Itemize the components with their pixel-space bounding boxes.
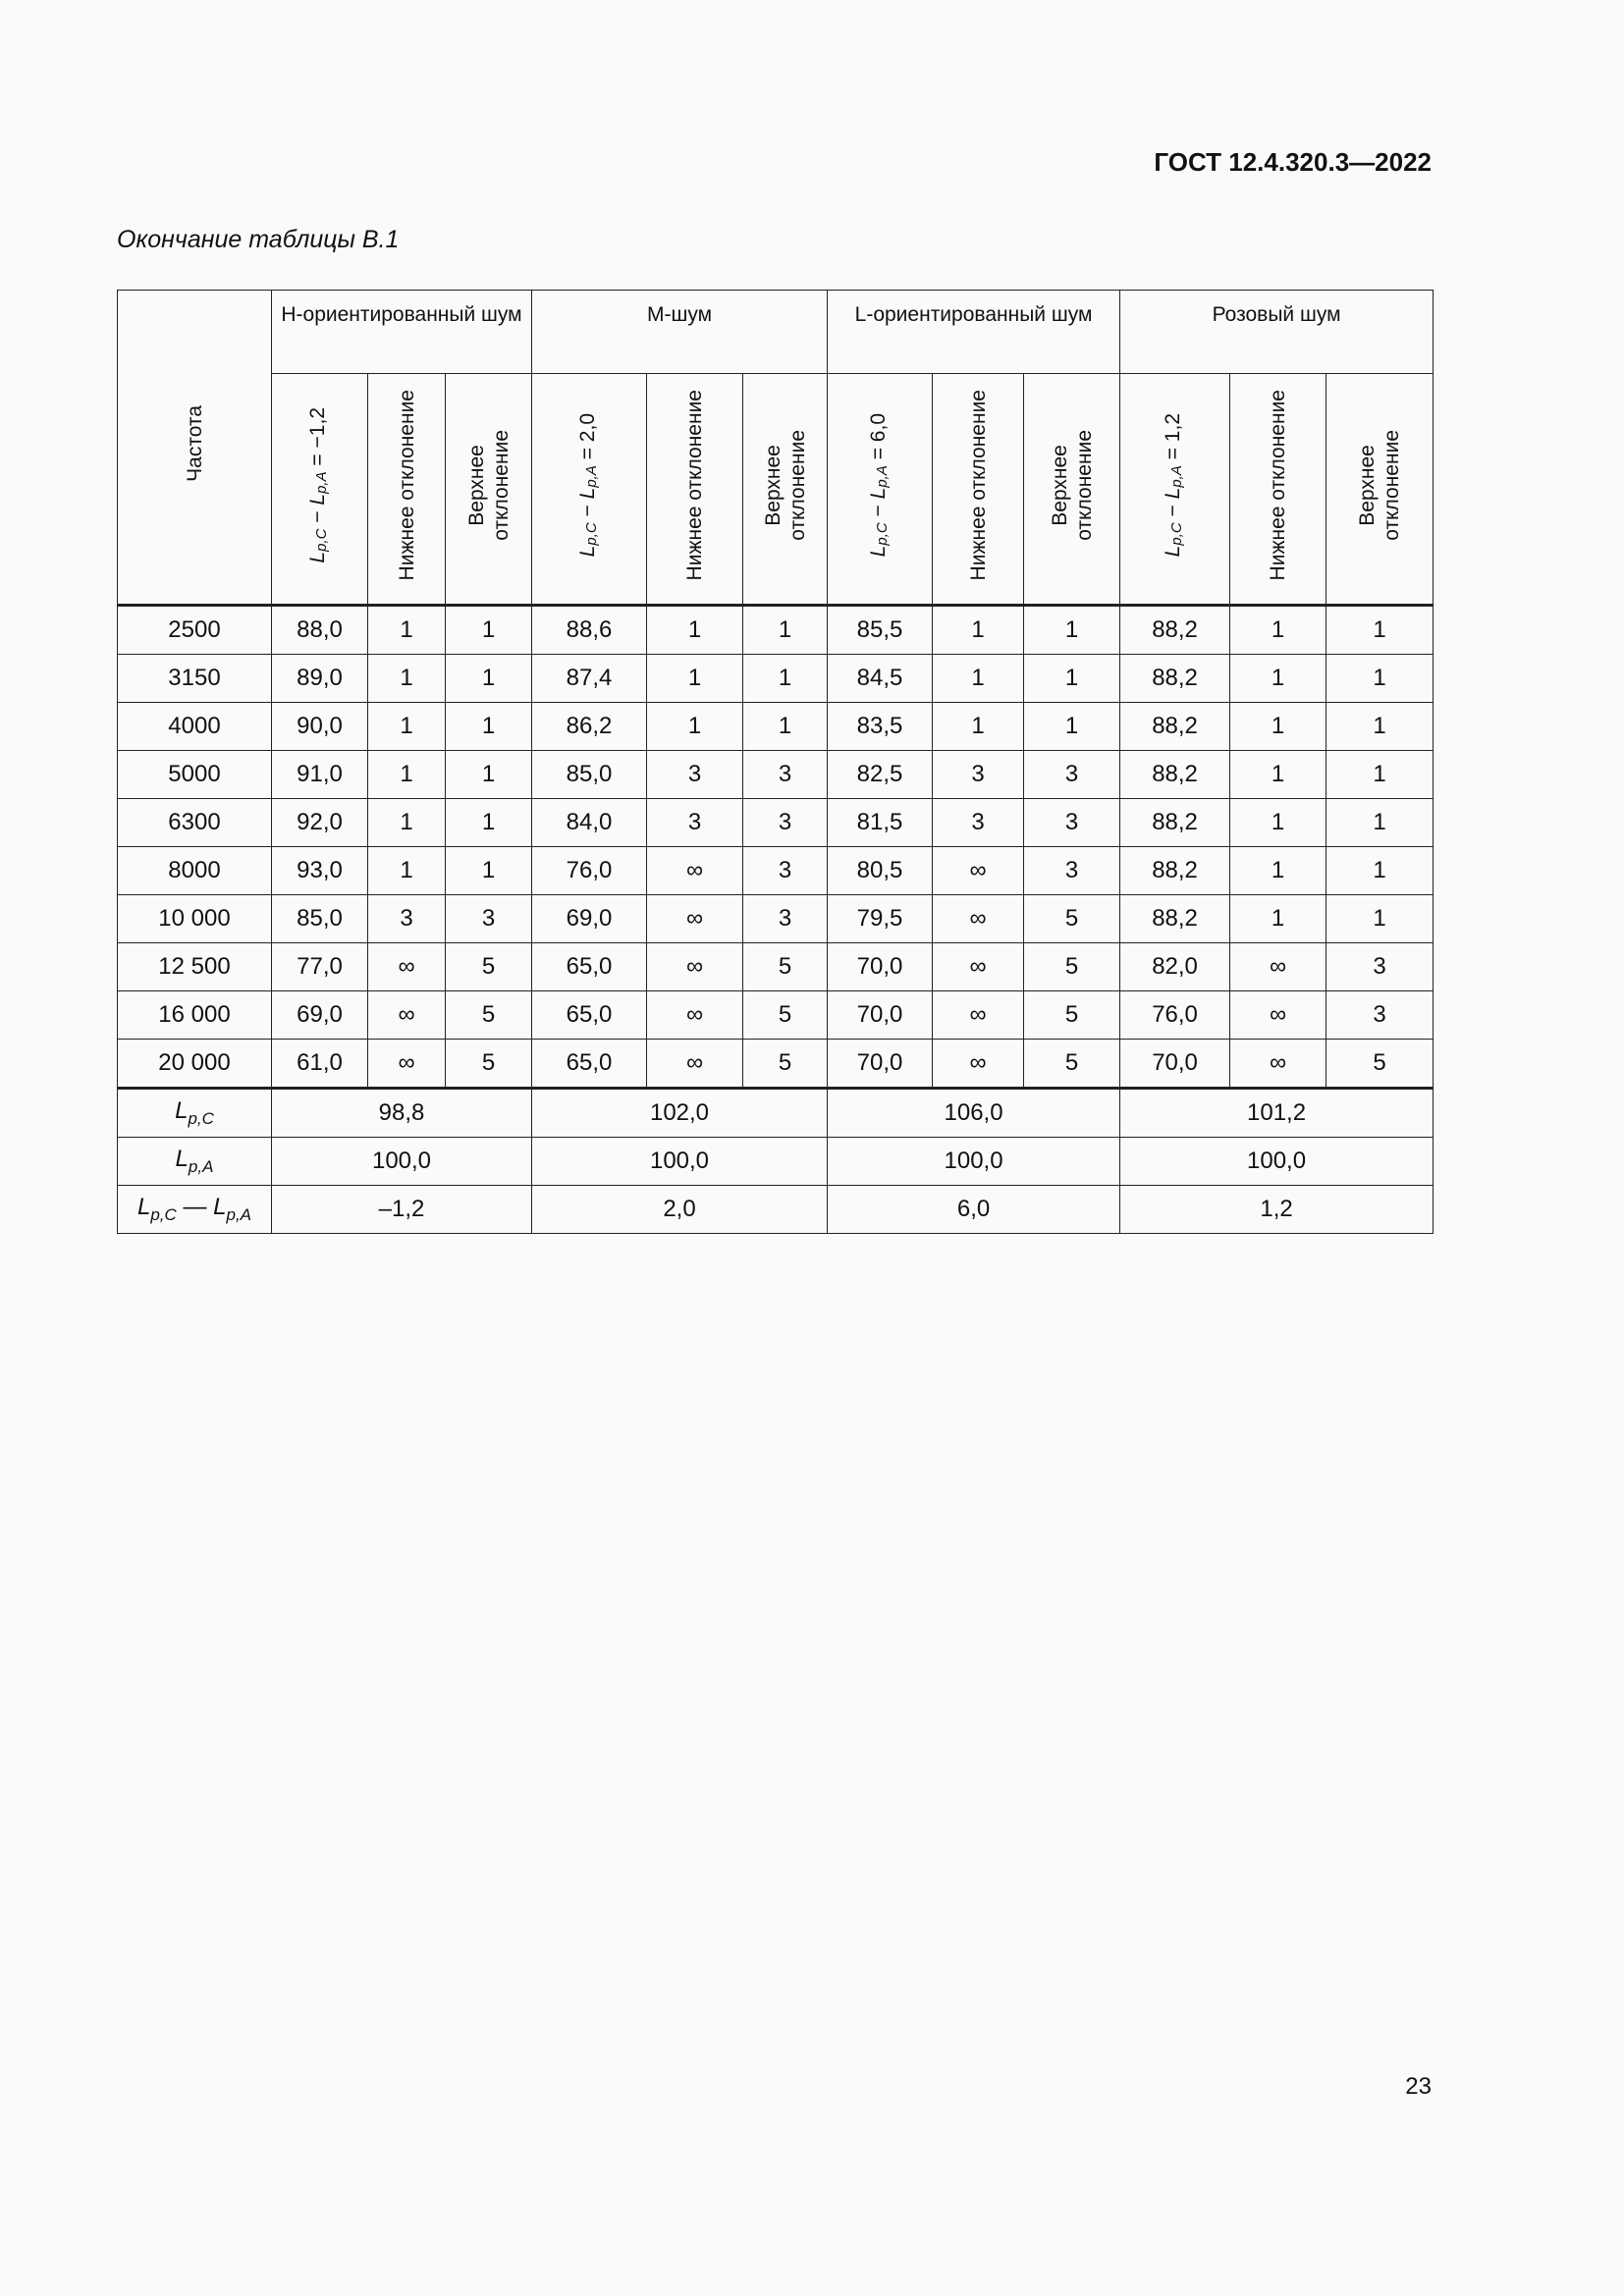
value-cell: 3 <box>933 799 1024 847</box>
value-cell: 69,0 <box>272 991 368 1040</box>
value-cell: 1 <box>647 655 743 703</box>
value-cell: 88,2 <box>1120 655 1230 703</box>
group-header-l: L-ориентированный шум <box>828 291 1120 374</box>
table-row <box>118 751 1434 799</box>
group-header-pink: Розовый шум <box>1120 291 1434 374</box>
sub-header-level-diff: Lp,C − Lp,A = 6,0 <box>828 374 933 606</box>
value-cell: 85,5 <box>828 606 933 655</box>
frequency-cell: 8000 <box>118 847 272 895</box>
value-cell: 1 <box>1024 606 1120 655</box>
value-cell: 3 <box>647 751 743 799</box>
value-cell: 1 <box>1326 799 1434 847</box>
value-cell: 77,0 <box>272 943 368 991</box>
sub-header-lower: Нижнее отклонение <box>368 374 446 606</box>
summary-row-lpa <box>118 1138 1434 1186</box>
standard-code: ГОСТ 12.4.320.3—2022 <box>1154 147 1432 177</box>
table-row <box>118 606 1434 655</box>
table-row <box>118 799 1434 847</box>
table-row <box>118 991 1434 1040</box>
value-cell: 5 <box>1024 895 1120 943</box>
value-cell: 88,2 <box>1120 751 1230 799</box>
value-cell: 1 <box>1326 895 1434 943</box>
value-cell: 5 <box>446 1040 532 1089</box>
value-cell: ∞ <box>933 895 1024 943</box>
page-number: 23 <box>1405 2073 1432 2100</box>
summary-label: $L_{p,C}$ <box>118 1089 272 1138</box>
summary-row-lpc <box>118 1089 1434 1138</box>
table-caption: Окончание таблицы В.1 <box>117 226 400 253</box>
table-row <box>118 847 1434 895</box>
value-cell: 83,5 <box>828 703 933 751</box>
value-cell: 1 <box>446 847 532 895</box>
value-cell: 70,0 <box>828 991 933 1040</box>
value-cell: ∞ <box>647 991 743 1040</box>
summary-label: $L_{p,A}$ <box>118 1138 272 1186</box>
frequency-cell: 4000 <box>118 703 272 751</box>
value-cell: ∞ <box>368 1040 446 1089</box>
sub-header-level-diff: Lp,C − Lp,A = 1,2 <box>1120 374 1230 606</box>
value-cell: ∞ <box>1230 991 1326 1040</box>
value-cell: 1 <box>446 655 532 703</box>
summary-cell: 102,0 <box>532 1089 828 1138</box>
value-cell: 89,0 <box>272 655 368 703</box>
value-cell: ∞ <box>933 847 1024 895</box>
group-header-m: М-шум <box>532 291 828 374</box>
summary-cell: 2,0 <box>532 1186 828 1234</box>
value-cell: ∞ <box>1230 943 1326 991</box>
value-cell: 1 <box>446 606 532 655</box>
value-cell: 3 <box>647 799 743 847</box>
value-cell: ∞ <box>933 1040 1024 1089</box>
value-cell: 1 <box>933 606 1024 655</box>
value-cell: 76,0 <box>1120 991 1230 1040</box>
value-cell: 84,0 <box>532 799 647 847</box>
sub-header-level-diff: Lp,C − Lp,A = −1,2 <box>272 374 368 606</box>
sub-header-upper: Верхнее отклонение <box>743 374 828 606</box>
value-cell: 3 <box>368 895 446 943</box>
value-cell: 1 <box>1230 606 1326 655</box>
value-cell: 5 <box>446 943 532 991</box>
value-cell: 1 <box>368 751 446 799</box>
value-cell: ∞ <box>647 1040 743 1089</box>
value-cell: 82,0 <box>1120 943 1230 991</box>
summary-cell: 101,2 <box>1120 1089 1434 1138</box>
table-row <box>118 655 1434 703</box>
sub-header-upper: Верхнее отклонение <box>1326 374 1434 606</box>
value-cell: 1 <box>743 655 828 703</box>
value-cell: 1 <box>647 606 743 655</box>
sub-header-upper: Верхнее отклонение <box>1024 374 1120 606</box>
group-header-h: Н-ориентированный шум <box>272 291 532 374</box>
sub-header-lower: Нижнее отклонение <box>933 374 1024 606</box>
value-cell: 79,5 <box>828 895 933 943</box>
value-cell: 88,2 <box>1120 606 1230 655</box>
value-cell: 3 <box>1024 751 1120 799</box>
value-cell: 3 <box>743 847 828 895</box>
value-cell: 1 <box>1230 703 1326 751</box>
summary-cell: 1,2 <box>1120 1186 1434 1234</box>
value-cell: ∞ <box>647 943 743 991</box>
value-cell: 76,0 <box>532 847 647 895</box>
frequency-cell: 6300 <box>118 799 272 847</box>
sub-header-lower: Нижнее отклонение <box>1230 374 1326 606</box>
summary-cell: 6,0 <box>828 1186 1120 1234</box>
frequency-cell: 2500 <box>118 606 272 655</box>
frequency-cell: 5000 <box>118 751 272 799</box>
value-cell: 70,0 <box>1120 1040 1230 1089</box>
value-cell: ∞ <box>368 991 446 1040</box>
value-cell: 84,5 <box>828 655 933 703</box>
sub-header-level-diff: Lp,C − Lp,A = 2,0 <box>532 374 647 606</box>
sub-header-lower: Нижнее отклонение <box>647 374 743 606</box>
summary-cell: 100,0 <box>532 1138 828 1186</box>
summary-cell: 106,0 <box>828 1089 1120 1138</box>
value-cell: 1 <box>1326 606 1434 655</box>
value-cell: 1 <box>368 847 446 895</box>
value-cell: 86,2 <box>532 703 647 751</box>
value-cell: 1 <box>1326 703 1434 751</box>
table-row <box>118 895 1434 943</box>
summary-label: $L_{p,C}$ — $L_{p,A}$ <box>118 1186 272 1234</box>
frequency-cell: 3150 <box>118 655 272 703</box>
value-cell: 1 <box>1230 799 1326 847</box>
value-cell: 85,0 <box>272 895 368 943</box>
value-cell: ∞ <box>368 943 446 991</box>
value-cell: 88,2 <box>1120 847 1230 895</box>
value-cell: 3 <box>1326 991 1434 1040</box>
value-cell: 3 <box>743 895 828 943</box>
value-cell: 91,0 <box>272 751 368 799</box>
value-cell: 3 <box>446 895 532 943</box>
frequency-cell: 10 000 <box>118 895 272 943</box>
value-cell: ∞ <box>647 847 743 895</box>
summary-cell: 98,8 <box>272 1089 532 1138</box>
value-cell: 1 <box>1326 847 1434 895</box>
value-cell: 70,0 <box>828 943 933 991</box>
value-cell: 88,0 <box>272 606 368 655</box>
value-cell: 3 <box>743 751 828 799</box>
table-row <box>118 703 1434 751</box>
value-cell: 1 <box>1230 655 1326 703</box>
value-cell: 1 <box>368 703 446 751</box>
summary-cell: –1,2 <box>272 1186 532 1234</box>
value-cell: 1 <box>446 751 532 799</box>
value-cell: 92,0 <box>272 799 368 847</box>
value-cell: 1 <box>1024 703 1120 751</box>
value-cell: 1 <box>743 703 828 751</box>
value-cell: ∞ <box>647 895 743 943</box>
value-cell: ∞ <box>933 943 1024 991</box>
value-cell: 1 <box>647 703 743 751</box>
value-cell: 5 <box>1024 1040 1120 1089</box>
value-cell: 1 <box>368 606 446 655</box>
value-cell: 65,0 <box>532 991 647 1040</box>
value-cell: 1 <box>1230 847 1326 895</box>
value-cell: 80,5 <box>828 847 933 895</box>
value-cell: 1 <box>1326 655 1434 703</box>
sub-header-upper: Верхнее отклонение <box>446 374 532 606</box>
value-cell: 1 <box>933 655 1024 703</box>
value-cell: 88,2 <box>1120 799 1230 847</box>
value-cell: 5 <box>1024 991 1120 1040</box>
value-cell: 3 <box>743 799 828 847</box>
value-cell: 1 <box>368 799 446 847</box>
value-cell: 5 <box>743 1040 828 1089</box>
value-cell: 88,6 <box>532 606 647 655</box>
value-cell: 70,0 <box>828 1040 933 1089</box>
value-cell: 5 <box>446 991 532 1040</box>
value-cell: 1 <box>1230 751 1326 799</box>
value-cell: 1 <box>446 703 532 751</box>
value-cell: 5 <box>1326 1040 1434 1089</box>
value-cell: 5 <box>743 991 828 1040</box>
value-cell: 1 <box>368 655 446 703</box>
summary-cell: 100,0 <box>828 1138 1120 1186</box>
value-cell: 90,0 <box>272 703 368 751</box>
value-cell: 1 <box>446 799 532 847</box>
value-cell: 3 <box>1326 943 1434 991</box>
value-cell: 82,5 <box>828 751 933 799</box>
value-cell: 85,0 <box>532 751 647 799</box>
table-row <box>118 943 1434 991</box>
value-cell: 1 <box>933 703 1024 751</box>
value-cell: 65,0 <box>532 943 647 991</box>
value-cell: 87,4 <box>532 655 647 703</box>
value-cell: 61,0 <box>272 1040 368 1089</box>
table-row <box>118 1040 1434 1089</box>
value-cell: 69,0 <box>532 895 647 943</box>
summary-cell: 100,0 <box>272 1138 532 1186</box>
value-cell: ∞ <box>1230 1040 1326 1089</box>
value-cell: 88,2 <box>1120 703 1230 751</box>
value-cell: 5 <box>1024 943 1120 991</box>
value-cell: 3 <box>1024 847 1120 895</box>
value-cell: 81,5 <box>828 799 933 847</box>
frequency-header: Частота <box>118 291 272 606</box>
summary-cell: 100,0 <box>1120 1138 1434 1186</box>
value-cell: 1 <box>1024 655 1120 703</box>
value-cell: 65,0 <box>532 1040 647 1089</box>
value-cell: 5 <box>743 943 828 991</box>
value-cell: 93,0 <box>272 847 368 895</box>
noise-table <box>117 290 1434 1234</box>
value-cell: 1 <box>743 606 828 655</box>
frequency-cell: 12 500 <box>118 943 272 991</box>
value-cell: 3 <box>933 751 1024 799</box>
value-cell: ∞ <box>933 991 1024 1040</box>
value-cell: 1 <box>1326 751 1434 799</box>
frequency-cell: 16 000 <box>118 991 272 1040</box>
frequency-cell: 20 000 <box>118 1040 272 1089</box>
summary-row-diff <box>118 1186 1434 1234</box>
value-cell: 88,2 <box>1120 895 1230 943</box>
value-cell: 1 <box>1230 895 1326 943</box>
value-cell: 3 <box>1024 799 1120 847</box>
